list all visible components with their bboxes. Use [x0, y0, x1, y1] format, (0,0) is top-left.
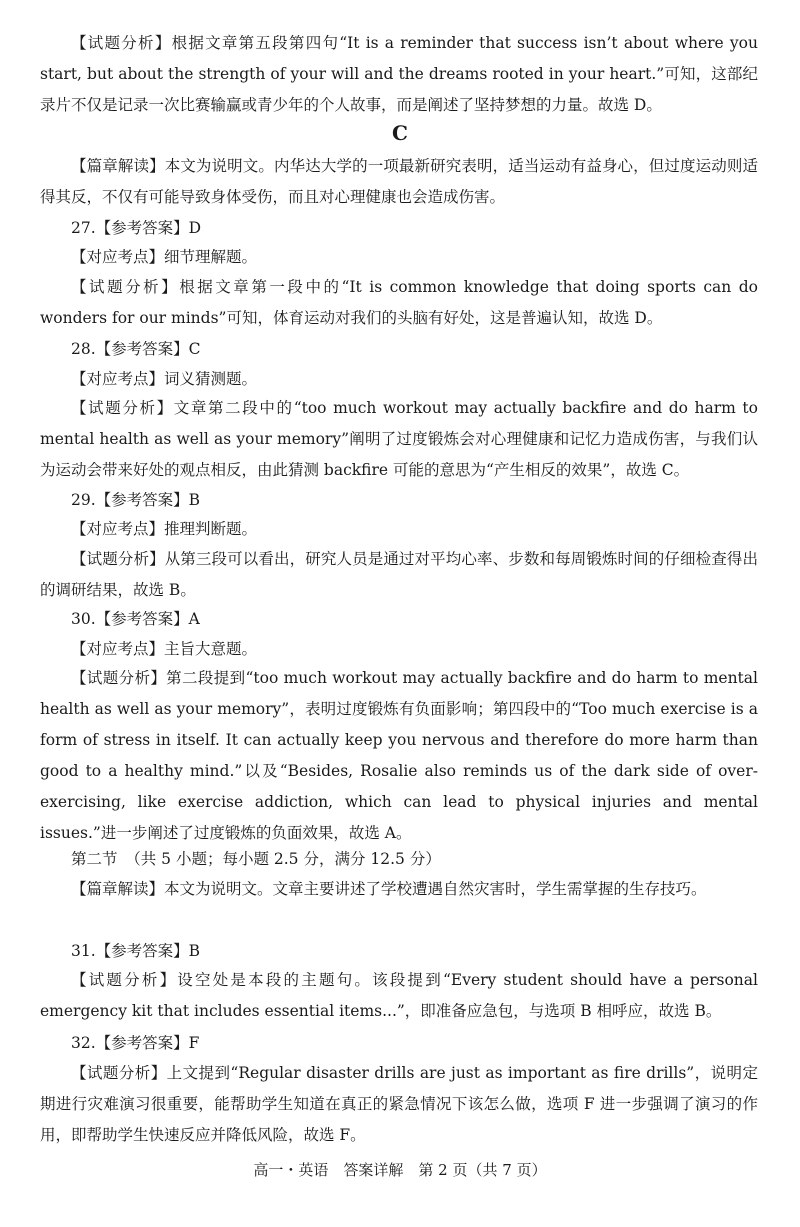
answer-line: 31.【参考答案】B: [71, 942, 201, 960]
passage-summary: 【篇章解读】本文为说明文。文章主要讲述了学校遭遇自然灾害时，学生需掌握的生存技巧。: [71, 880, 707, 898]
answer-line: 32.【参考答案】F: [71, 1034, 200, 1052]
answer-line: 29.【参考答案】B: [71, 491, 201, 509]
section-heading: C: [392, 121, 408, 145]
section-note: 第二节 （共 5 小题；每小题 2.5 分，满分 12.5 分）: [71, 850, 441, 868]
exam-point: 【对应考点】主旨大意题。: [71, 640, 258, 658]
analysis-paragraph: 【试题分析】文章第二段中的“too much workout may actually backfire and do harm to mental health as well as your memory”阐明了过度锻炼会对心理健康和记忆力造成伤害，与我们认为运动会带来好处的观点相反，由此猜测 backfire 可能的意思为“产生相反的效果”，故选 C。: [40, 399, 758, 479]
exam-point: 【对应考点】词义猜测题。: [71, 370, 258, 388]
analysis-paragraph: 【试题分析】第二段提到“too much workout may actually backfire and do harm to mental health as well as your memory”，表明过度锻炼有负面影响；第四段中的“Too much exercise is a form of stress in itself. It can actually keep you nervous and therefore do more harm than good to a healthy mind.”以及“Besides, Rosalie also reminds us of the dark side of over-exercising, like exercise addiction, which can lead to physical injuries and mental issues.”进一步阐述了过度锻炼的负面效果，故选 A。: [40, 669, 758, 842]
answer-line: 30.【参考答案】A: [71, 610, 200, 628]
analysis-paragraph: 【试题分析】根据文章第五段第四句“It is a reminder that success isn’t about where you start, but about the strength of your will and the dreams rooted in your heart.”可知，这部纪录片不仅是记录一次比赛输赢或青少年的个人故事，而是阐述了坚持梦想的力量。故选 D。: [40, 34, 758, 114]
answer-line: 27.【参考答案】D: [71, 219, 202, 237]
exam-point: 【对应考点】细节理解题。: [71, 248, 258, 266]
exam-point: 【对应考点】推理判断题。: [71, 520, 258, 538]
analysis-paragraph: 【试题分析】从第三段可以看出，研究人员是通过对平均心率、步数和每周锻炼时间的仔细检查得出的调研结果，故选 B。: [40, 550, 758, 599]
passage-summary: 【篇章解读】本文为说明文。内华达大学的一项最新研究表明，适当运动有益身心，但过度运动则适得其反，不仅有可能导致身体受伤，而且对心理健康也会造成伤害。: [40, 157, 758, 206]
analysis-paragraph: 【试题分析】上文提到“Regular disaster drills are just as important as fire drills”，说明定期进行灾难演习很重要，能帮助学生知道在真正的紧急情况下该怎么做，选项 F 进一步强调了演习的作用，即帮助学生快速反应并降低风险，故选 F。: [40, 1064, 758, 1144]
answer-line: 28.【参考答案】C: [71, 340, 201, 358]
analysis-paragraph: 【试题分析】设空处是本段的主题句。该段提到“Every student should have a personal emergency kit that includes essential items...”，即准备应急包，与选项 B 相呼应，故选 B。: [40, 971, 758, 1020]
page-footer: 高一・英语 答案详解 第 2 页（共 7 页）: [253, 1161, 547, 1179]
analysis-paragraph: 【试题分析】根据文章第一段中的“It is common knowledge that doing sports can do wonders for our minds”可知，体育运动对我们的头脑有好处，这是普遍认知，故选 D。: [40, 278, 758, 327]
